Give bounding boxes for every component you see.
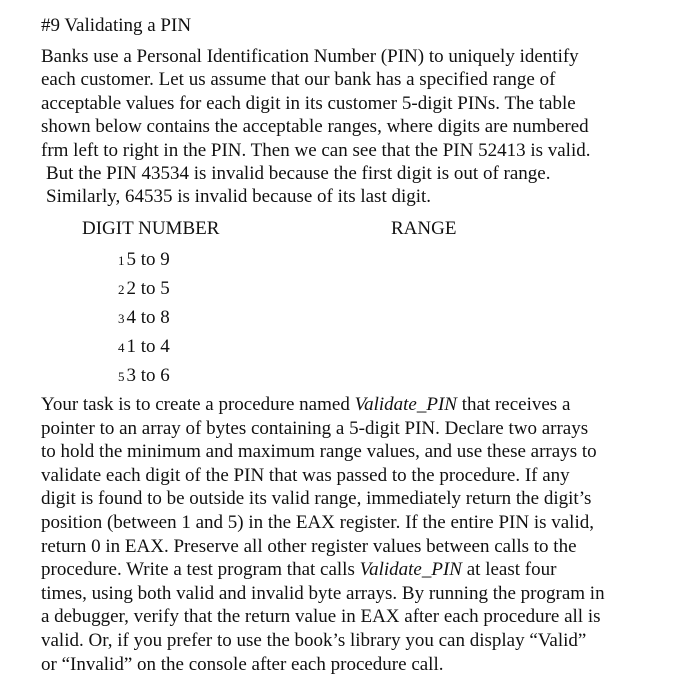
- table-row: [118, 364, 170, 389]
- task-line: valid. Or, if you prefer to use the book’s library you can display “Valid”: [41, 629, 587, 651]
- table-row: [118, 248, 170, 273]
- task-line: return 0 in EAX. Preserve all other register values between calls to the: [41, 535, 577, 557]
- procedure-name: Validate_PIN: [354, 394, 457, 415]
- intro-line: But the PIN 43534 is invalid because the first digit is out of range.: [46, 163, 551, 185]
- digit-range: 3 to 6: [126, 365, 170, 386]
- digit-number: 2: [118, 282, 125, 297]
- task-paragraph: [41, 393, 605, 676]
- table-header-range: RANGE: [391, 218, 457, 239]
- intro-line: each customer. Let us assume that our bank has a specified range of: [41, 69, 556, 91]
- task-line: position (between 1 and 5) in the EAX register. If the entire PIN is valid,: [41, 511, 594, 533]
- digit-number: 4: [118, 340, 125, 355]
- digit-range: 1 to 4: [126, 336, 170, 357]
- intro-line: Similarly, 64535 is invalid because of its last digit.: [46, 186, 432, 208]
- digit-number: 1: [118, 253, 125, 268]
- intro-line: Banks use a Personal Identification Number (PIN) to uniquely identify: [41, 46, 579, 67]
- task-line: times, using both valid and invalid byte arrays. By running the program in: [41, 582, 605, 604]
- digit-number: 3: [118, 311, 125, 326]
- task-line: procedure. Write a test program that calls Validate_PIN at least four: [41, 559, 557, 581]
- section-title: #9 Validating a PIN: [41, 15, 192, 36]
- table-row: [118, 335, 170, 360]
- task-line: digit is found to be outside its valid range, immediately return the digit’s: [41, 488, 592, 510]
- task-line: pointer to an array of bytes containing a 5-digit PIN. Declare two arrays: [41, 417, 589, 439]
- intro-paragraph: [41, 45, 590, 209]
- digit-range: 2 to 5: [126, 278, 170, 299]
- table-header-digit: DIGIT NUMBER: [82, 218, 220, 239]
- task-line: Your task is to create a procedure named Validate_PIN that receives a: [41, 394, 571, 415]
- intro-line: shown below contains the acceptable ranges, where digits are numbered: [41, 116, 589, 138]
- procedure-name: Validate_PIN: [359, 559, 462, 581]
- intro-line: frm left to right in the PIN. Then we can see that the PIN 52413 is valid.: [41, 139, 591, 161]
- task-line: to hold the minimum and maximum range values, and use these arrays to: [41, 441, 597, 463]
- digit-number: 5: [118, 369, 125, 384]
- intro-line: acceptable values for each digit in its customer 5-digit PINs. The table: [41, 92, 576, 114]
- table-row: [118, 277, 170, 302]
- task-line: a debugger, verify that the return value in EAX after each procedure all is: [41, 606, 601, 628]
- table-row: [118, 306, 170, 331]
- task-line: validate each digit of the PIN that was passed to the procedure. If any: [41, 464, 570, 486]
- task-line: or “Invalid” on the console after each procedure call.: [41, 653, 444, 675]
- digit-range: 5 to 9: [126, 249, 170, 270]
- digit-range: 4 to 8: [126, 307, 170, 328]
